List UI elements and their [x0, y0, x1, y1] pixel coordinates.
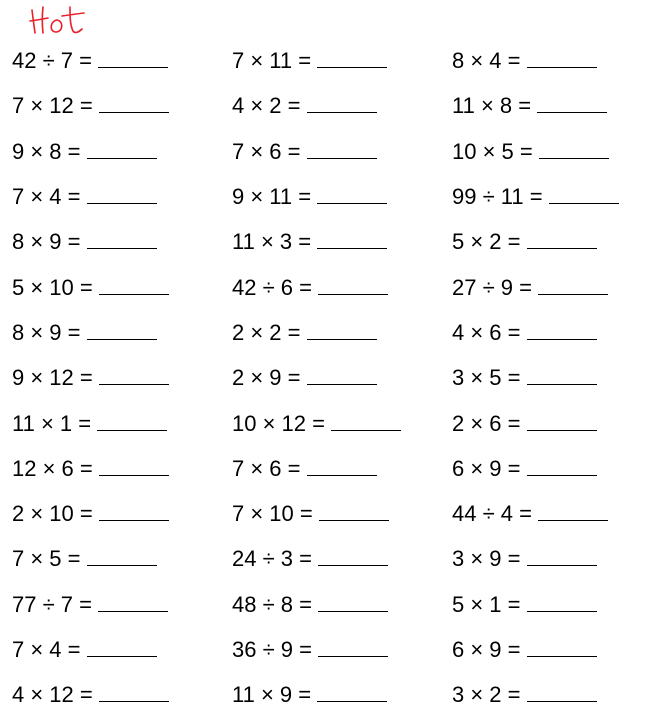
answer-blank[interactable] [527, 228, 597, 249]
problem-cell [452, 672, 672, 717]
answer-blank[interactable] [87, 319, 157, 340]
problem-cell [12, 129, 232, 174]
answer-blank[interactable] [527, 455, 597, 476]
answer-blank[interactable] [99, 500, 169, 521]
answer-blank[interactable] [318, 545, 388, 566]
problem-cell [12, 491, 232, 536]
problem-equation: 9 × 12 = [12, 365, 93, 391]
answer-blank[interactable] [99, 274, 169, 295]
problem-row [12, 264, 672, 309]
problem-cell [12, 582, 232, 627]
problem-row [12, 582, 672, 627]
problem-cell [12, 446, 232, 491]
answer-blank[interactable] [307, 455, 377, 476]
problem-cell [232, 582, 452, 627]
problem-equation: 4 × 2 = [232, 93, 301, 119]
answer-blank[interactable] [98, 47, 168, 68]
answer-blank[interactable] [331, 410, 401, 431]
problem-cell [452, 627, 672, 672]
problem-equation: 77 ÷ 7 = [12, 591, 92, 617]
answer-blank[interactable] [549, 183, 619, 204]
answer-blank[interactable] [307, 364, 377, 385]
answer-blank[interactable] [527, 319, 597, 340]
answer-blank[interactable] [99, 364, 169, 385]
problem-row [12, 219, 672, 264]
problem-equation: 11 × 9 = [232, 682, 312, 708]
answer-blank[interactable] [87, 636, 157, 657]
answer-blank[interactable] [538, 274, 608, 295]
problem-row [12, 174, 672, 219]
problem-cell [232, 491, 452, 536]
problem-row [12, 536, 672, 581]
problem-cell [232, 265, 452, 310]
problem-equation: 10 × 12 = [232, 410, 325, 436]
answer-blank[interactable] [87, 138, 157, 159]
problem-equation: 7 × 6 = [232, 455, 301, 481]
answer-blank[interactable] [307, 92, 377, 113]
problem-row [12, 491, 672, 536]
problem-equation: 8 × 4 = [452, 48, 521, 74]
problem-cell [232, 219, 452, 264]
problem-equation: 99 ÷ 11 = [452, 184, 543, 210]
answer-blank[interactable] [527, 681, 597, 702]
handwritten-hot-signature [28, 2, 88, 42]
problem-cell [12, 310, 232, 355]
problem-equation: 3 × 9 = [452, 546, 521, 572]
problem-row [12, 83, 672, 128]
answer-blank[interactable] [527, 47, 597, 68]
problem-equation: 11 × 3 = [232, 229, 312, 255]
problem-cell [232, 83, 452, 128]
problem-equation: 7 × 5 = [12, 546, 81, 572]
problem-cell [12, 627, 232, 672]
problem-cell [232, 627, 452, 672]
problem-equation: 3 × 5 = [452, 365, 521, 391]
problem-equation: 11 × 1 = [12, 410, 92, 436]
problem-cell [12, 355, 232, 400]
problem-equation: 9 × 11 = [232, 184, 312, 210]
answer-blank[interactable] [87, 183, 157, 204]
problem-row [12, 446, 672, 491]
problem-cell [452, 536, 672, 581]
problem-equation: 5 × 2 = [452, 229, 521, 255]
problem-equation: 9 × 8 = [12, 138, 81, 164]
problem-equation: 6 × 9 = [452, 455, 521, 481]
problem-equation: 2 × 10 = [12, 501, 93, 527]
problem-equation: 7 × 11 = [232, 48, 312, 74]
answer-blank[interactable] [87, 545, 157, 566]
problem-row [12, 38, 672, 83]
handwritten-hot-mark [28, 2, 88, 42]
problem-cell [452, 491, 672, 536]
problem-cell [452, 219, 672, 264]
problem-cell [12, 83, 232, 128]
answer-blank[interactable] [537, 92, 607, 113]
answer-blank[interactable] [539, 138, 609, 159]
problem-equation: 4 × 6 = [452, 319, 521, 345]
problem-row [12, 672, 672, 717]
answer-blank[interactable] [87, 228, 157, 249]
problem-equation: 12 × 6 = [12, 455, 93, 481]
problem-equation: 5 × 1 = [452, 591, 521, 617]
problem-cell [452, 265, 672, 310]
problem-equation: 42 ÷ 7 = [12, 48, 92, 74]
problem-cell [452, 310, 672, 355]
answer-blank[interactable] [527, 364, 597, 385]
problem-equation: 2 × 6 = [452, 410, 521, 436]
answer-blank[interactable] [97, 410, 167, 431]
problem-cell [12, 265, 232, 310]
problem-row [12, 310, 672, 355]
answer-blank[interactable] [318, 636, 388, 657]
answer-blank[interactable] [317, 681, 387, 702]
problem-equation: 7 × 12 = [12, 93, 93, 119]
answer-blank[interactable] [307, 138, 377, 159]
answer-blank[interactable] [99, 681, 169, 702]
problem-equation: 48 ÷ 8 = [232, 591, 312, 617]
problem-equation: 36 ÷ 9 = [232, 637, 312, 662]
problem-cell [452, 174, 672, 219]
problem-grid [12, 38, 672, 717]
problem-cell [232, 446, 452, 491]
answer-blank[interactable] [318, 591, 388, 612]
problem-cell [232, 401, 452, 446]
problem-cell [232, 129, 452, 174]
problem-cell [232, 355, 452, 400]
answer-blank[interactable] [527, 636, 597, 657]
problem-cell [12, 38, 232, 83]
answer-blank[interactable] [527, 545, 597, 566]
problem-cell [12, 174, 232, 219]
answer-blank[interactable] [317, 183, 387, 204]
problem-equation: 7 × 4 = [12, 637, 81, 662]
problem-cell [452, 401, 672, 446]
problem-equation: 4 × 12 = [12, 682, 93, 708]
problem-cell [232, 174, 452, 219]
answer-blank[interactable] [319, 500, 389, 521]
problem-equation: 7 × 4 = [12, 184, 81, 210]
problem-cell [12, 219, 232, 264]
answer-blank[interactable] [99, 455, 169, 476]
problem-cell [232, 536, 452, 581]
problem-equation: 44 ÷ 4 = [452, 501, 532, 527]
problem-cell [452, 83, 672, 128]
problem-cell [232, 672, 452, 717]
problem-cell [12, 672, 232, 717]
problem-cell [452, 129, 672, 174]
problem-equation: 7 × 6 = [232, 138, 301, 164]
problem-cell [452, 582, 672, 627]
problem-cell [12, 401, 232, 446]
problem-row [12, 129, 672, 174]
answer-blank[interactable] [318, 274, 388, 295]
problem-equation: 42 ÷ 6 = [232, 274, 312, 300]
problem-equation: 8 × 9 = [12, 229, 81, 255]
answer-blank[interactable] [538, 500, 608, 521]
problem-equation: 11 × 8 = [452, 93, 532, 119]
answer-blank[interactable] [317, 228, 387, 249]
problem-equation: 3 × 2 = [452, 682, 521, 708]
problem-cell [452, 38, 672, 83]
answer-blank[interactable] [527, 591, 597, 612]
answer-blank[interactable] [317, 47, 387, 68]
problem-row [12, 627, 672, 672]
problem-equation: 24 ÷ 3 = [232, 546, 312, 572]
problem-equation: 2 × 9 = [232, 365, 301, 391]
problem-row [12, 400, 672, 445]
problem-equation: 6 × 9 = [452, 637, 521, 662]
answer-blank[interactable] [98, 591, 168, 612]
problem-cell [232, 310, 452, 355]
problem-cell [452, 355, 672, 400]
problem-cell [232, 38, 452, 83]
problem-cell [12, 536, 232, 581]
problem-equation: 27 ÷ 9 = [452, 274, 532, 300]
problem-row [12, 355, 672, 400]
problem-equation: 10 × 5 = [452, 138, 533, 164]
problem-equation: 7 × 10 = [232, 501, 313, 527]
answer-blank[interactable] [99, 92, 169, 113]
answer-blank[interactable] [527, 410, 597, 431]
answer-blank[interactable] [307, 319, 377, 340]
problem-equation: 8 × 9 = [12, 319, 81, 345]
problem-equation: 2 × 2 = [232, 319, 301, 345]
problem-cell [452, 446, 672, 491]
problem-equation: 5 × 10 = [12, 274, 93, 300]
